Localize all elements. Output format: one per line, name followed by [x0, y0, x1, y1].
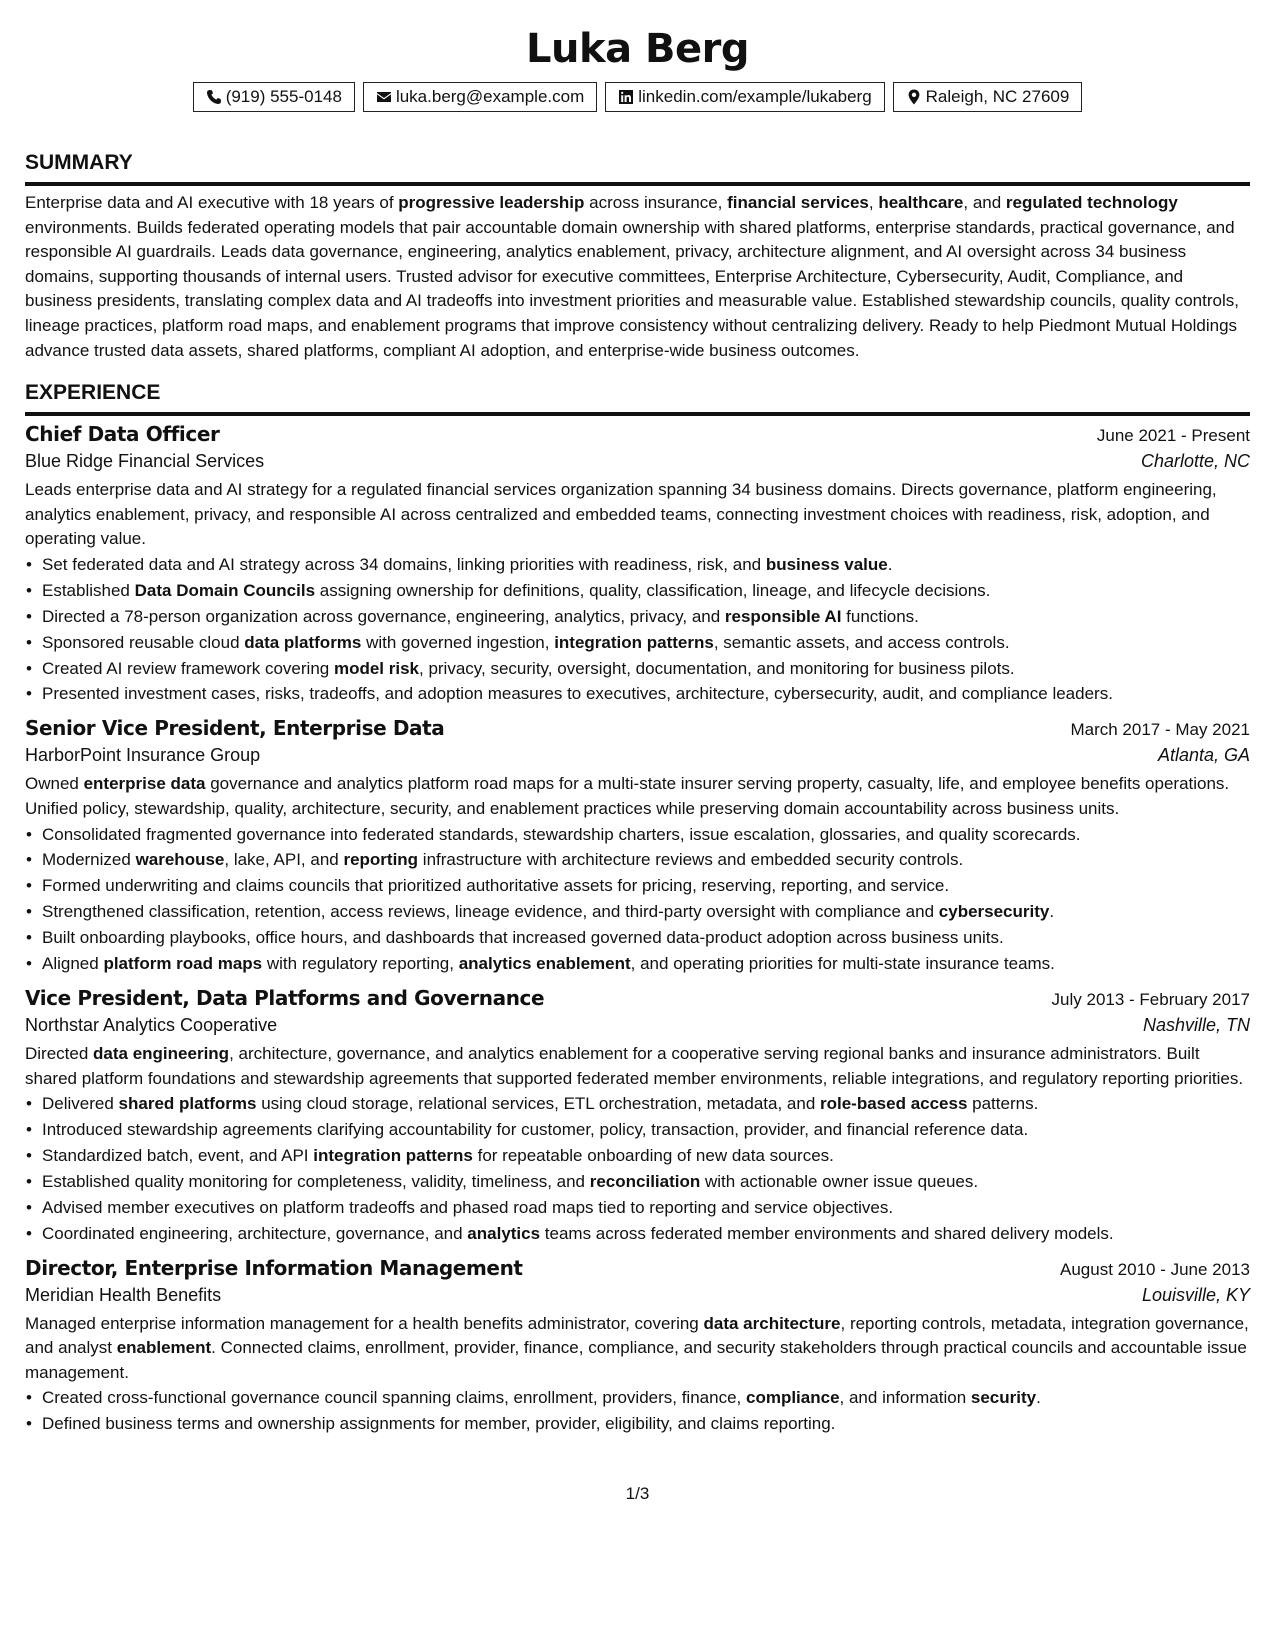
emphasis-text: integration patterns [554, 632, 714, 652]
resume-page [25, 0, 1250, 1650]
text-run: using cloud storage, relational services, ETL orchestration, metadata, and [256, 1094, 820, 1114]
text-run: Modernized [42, 850, 136, 870]
job-company: Meridian Health Benefits [25, 1284, 222, 1305]
list-item [25, 847, 1250, 873]
job-location: Atlanta, GA [1157, 745, 1250, 766]
text-run: with actionable owner issue queues. [700, 1171, 979, 1191]
job-dates: March 2017 - May 2021 [1070, 720, 1250, 740]
emphasis-text: platform road maps [103, 954, 263, 974]
page-number: 1/3 [625, 1484, 650, 1503]
text-run: Built onboarding playbooks, office hours, and dashboards that increased governed data-product adoption across business units. [42, 928, 1004, 948]
text-run: Set federated data and AI strategy across 34 domains, linking priorities with readiness, risk, and [42, 554, 766, 574]
list-item [25, 578, 1250, 604]
text-run: Defined business terms and ownership assignments for member, provider, eligibility, and claims reporting. [42, 1414, 836, 1434]
job-entry [25, 716, 1250, 977]
text-run: for repeatable onboarding of new data sources. [472, 1146, 834, 1165]
text-run: Established [42, 580, 135, 600]
list-item [25, 1117, 1250, 1143]
emphasis-text: role-based access [820, 1094, 968, 1114]
contact-linkedin-text: linkedin.com/example/lukaberg [638, 87, 872, 106]
list-item [25, 681, 1250, 707]
emphasis-text: progressive leadership [398, 193, 585, 212]
text-run: , semantic assets, and access controls. [713, 632, 1010, 652]
list-item [25, 604, 1250, 630]
text-run: Created AI review framework covering [42, 658, 334, 678]
candidate-name: Luka Berg [526, 26, 749, 72]
text-run: Managed enterprise information management for a health benefits administrator, covering [25, 1313, 704, 1333]
experience-list [25, 422, 1250, 1437]
text-run: environments. Builds federated operating models that pair accountable domain ownership with shared platforms, enterprise standards, practical governance, and responsible AI guardrails. Leads data governance, engineering, analytics enablement, privacy, architecture alignment, and AI oversight across 34 business domains, supporting thousands of internal users. Trusted advisor for executive committees, Enterprise Architecture, Cybersecurity, Audit, Compliance, and business presidents, translating complex data and AI tradeoffs into investment priorities and measurable value. Established stewardship councils, quality controls, lineage practices, platform road maps, and enablement programs that improve consistency without centralizing delivery. Ready to help Piedmont Mutual Holdings advance trusted data assets, shared platforms, compliant AI adoption, and enterprise-wide business outcomes. [25, 217, 1239, 360]
text-run: functions. [841, 606, 919, 626]
text-run: . [1036, 1388, 1041, 1408]
job-entry [25, 422, 1250, 707]
emphasis-text: shared platforms [118, 1094, 257, 1114]
text-run: with governed ingestion, [361, 632, 555, 652]
emphasis-text: enablement [116, 1338, 212, 1358]
job-header [25, 716, 1250, 740]
job-entry [25, 1256, 1250, 1438]
list-item [25, 873, 1250, 899]
emphasis-text: business value [765, 554, 888, 574]
emphasis-text: data architecture [703, 1313, 841, 1333]
linkedin-icon [618, 89, 634, 105]
text-run: across insurance, [584, 193, 728, 212]
text-run: Delivered [42, 1094, 119, 1114]
text-run: Created cross-functional governance council spanning claims, enrollment, providers, finance, [42, 1388, 746, 1408]
map-marker-icon [906, 89, 922, 105]
list-item [25, 925, 1250, 951]
job-subheader [25, 451, 1250, 472]
contact-linkedin[interactable] [605, 82, 884, 112]
emphasis-text: model risk [333, 658, 419, 678]
text-run: infrastructure with architecture reviews and embedded security controls. [418, 850, 964, 870]
job-description [25, 478, 1250, 552]
job-dates: June 2021 - Present [1096, 426, 1250, 446]
emphasis-text: data platforms [244, 632, 362, 652]
job-title: Director, Enterprise Information Management [25, 1255, 523, 1280]
text-run: Strengthened classification, retention, access reviews, lineage evidence, and third-party oversight with compliance and [42, 902, 939, 922]
job-bullets [25, 822, 1250, 977]
text-run: , and information [839, 1388, 971, 1408]
contact-bar [25, 82, 1250, 112]
list-item [25, 630, 1250, 656]
list-item [25, 552, 1250, 578]
job-title: Senior Vice President, Enterprise Data [25, 716, 445, 741]
emphasis-text: financial services [727, 193, 869, 212]
emphasis-text: enterprise data [83, 774, 206, 794]
contact-email-text: luka.berg@example.com [395, 87, 585, 106]
job-header [25, 1256, 1250, 1280]
text-run: Standardized batch, event, and API [42, 1146, 314, 1165]
list-item [25, 1385, 1250, 1411]
text-run: Leads enterprise data and AI strategy for a regulated financial services organization spanning 34 business domains. Directs governance, platform engineering, analytics enablement, privacy, and responsible AI across centralized and embedded teams, connecting investment choices with readiness, risk, adoption, and operating value. [25, 480, 1217, 549]
job-title: Chief Data Officer [25, 422, 220, 447]
list-item [25, 1169, 1250, 1195]
job-location: Louisville, KY [1141, 1284, 1250, 1305]
text-run: Presented investment cases, risks, tradeoffs, and adoption measures to executives, architecture, cybersecurity, audit, and compliance leaders. [42, 684, 1113, 704]
job-header [25, 422, 1250, 446]
job-company: Blue Ridge Financial Services [25, 451, 265, 472]
summary-heading: SUMMARY [25, 151, 133, 174]
contact-location-text: Raleigh, NC 27609 [925, 87, 1070, 106]
text-run: , and [963, 193, 1006, 212]
text-run: Owned [25, 774, 84, 794]
text-run: . [1049, 902, 1055, 922]
contact-email[interactable] [363, 82, 597, 112]
contact-phone-text: (919) 555-0148 [225, 87, 342, 106]
phone-icon [206, 89, 222, 105]
job-subheader [25, 1015, 1250, 1036]
job-description [25, 1312, 1250, 1386]
emphasis-text: compliance [745, 1388, 840, 1408]
envelope-icon [376, 89, 392, 105]
list-item [25, 656, 1250, 682]
text-run: , privacy, security, oversight, documentation, and monitoring for business pilots. [419, 658, 1015, 678]
text-run: patterns. [967, 1094, 1039, 1114]
experience-heading: EXPERIENCE [25, 381, 161, 405]
job-dates: July 2013 - February 2017 [1051, 990, 1250, 1009]
text-run: teams across federated member environments and shared delivery models. [540, 1223, 1114, 1243]
contact-location[interactable] [893, 82, 1083, 112]
job-header [25, 986, 1250, 1010]
job-entry [25, 986, 1250, 1247]
list-item [25, 1411, 1250, 1437]
job-location: Charlotte, NC [1140, 451, 1250, 472]
text-run: Directed [25, 1044, 94, 1063]
job-dates: August 2010 - June 2013 [1060, 1259, 1250, 1279]
text-run: , lake, API, and [224, 850, 344, 870]
emphasis-text: regulated technology [1005, 193, 1178, 212]
emphasis-text: analytics [467, 1223, 541, 1243]
job-bullets [25, 1091, 1250, 1246]
emphasis-text: responsible AI [724, 606, 842, 626]
text-run: Enterprise data and AI executive with 18 years of [25, 193, 399, 212]
text-run: assigning ownership for definitions, quality, classification, lineage, and lifecycle decisions. [315, 580, 991, 600]
text-run: . Connected claims, enrollment, provider, finance, compliance, and security stakeholders through practical councils and accountable issue management. [25, 1338, 1247, 1382]
job-subheader [25, 745, 1250, 766]
text-run: . [887, 554, 893, 574]
text-run: , [868, 193, 879, 212]
emphasis-text: security [970, 1388, 1037, 1408]
list-item [25, 1195, 1250, 1221]
text-run: Directed a 78-person organization across governance, engineering, analytics, privacy, and [42, 606, 725, 626]
text-run: Formed underwriting and claims councils that prioritized authoritative assets for pricing, reserving, reporting, and service. [42, 876, 950, 896]
text-run: with regulatory reporting, [262, 954, 459, 974]
emphasis-text: reconciliation [589, 1171, 701, 1191]
text-run: Consolidated fragmented governance into federated standards, stewardship charters, issue escalation, glossaries, and quality scorecards. [42, 824, 1081, 844]
job-bullets [25, 1385, 1250, 1437]
list-item [25, 1091, 1250, 1117]
job-title: Vice President, Data Platforms and Governance [25, 986, 545, 1010]
section-divider [25, 182, 1250, 186]
emphasis-text: healthcare [878, 193, 964, 212]
job-company: Northstar Analytics Cooperative [25, 1015, 278, 1035]
text-run: Coordinated engineering, architecture, governance, and [42, 1223, 468, 1243]
emphasis-text: data engineering [93, 1044, 230, 1063]
job-bullets [25, 552, 1250, 707]
list-item [25, 951, 1250, 977]
text-run: Advised member executives on platform tradeoffs and phased road maps tied to reporting and service objectives. [42, 1197, 894, 1217]
text-run: governance and analytics platform road maps for a multi-state insurer serving property, casualty, life, and employee benefits operations. Unified policy, stewardship, quality, architecture, security, and enablement practices while preserving domain accountability across business units. [25, 774, 1230, 818]
contact-phone[interactable] [193, 82, 355, 112]
list-item [25, 822, 1250, 848]
job-subheader [25, 1285, 1250, 1306]
text-run: Aligned [42, 954, 104, 974]
text-run: Introduced stewardship agreements clarifying accountability for customer, policy, transaction, provider, and financial reference data. [42, 1120, 1029, 1140]
job-location: Nashville, TN [1142, 1015, 1250, 1035]
list-item [25, 1143, 1250, 1169]
summary-text [25, 191, 1250, 363]
emphasis-text: Data Domain Councils [134, 580, 316, 600]
text-run: Sponsored reusable cloud [42, 632, 245, 652]
text-run: , reporting controls, metadata, integration governance, and analyst [25, 1313, 1249, 1358]
emphasis-text: warehouse [135, 850, 225, 870]
job-description [25, 772, 1250, 821]
text-run: , and operating priorities for multi-state insurance teams. [630, 954, 1055, 974]
job-description [25, 1042, 1250, 1091]
emphasis-text: analytics enablement [458, 954, 631, 974]
emphasis-text: integration patterns [313, 1146, 473, 1165]
text-run: , architecture, governance, and analytics enablement for a cooperative serving regional banks and insurance administrators. Built shared platform foundations and stewardship agreements that supported federated member environments, reliable integrations, and regulatory reporting priorities. [25, 1044, 1244, 1088]
text-run: Established quality monitoring for completeness, validity, timeliness, and [42, 1171, 590, 1191]
job-company: HarborPoint Insurance Group [25, 745, 261, 766]
emphasis-text: cybersecurity [938, 902, 1050, 922]
emphasis-text: reporting [343, 850, 419, 870]
list-item [25, 899, 1250, 925]
section-divider [25, 412, 1250, 416]
list-item [25, 1221, 1250, 1247]
